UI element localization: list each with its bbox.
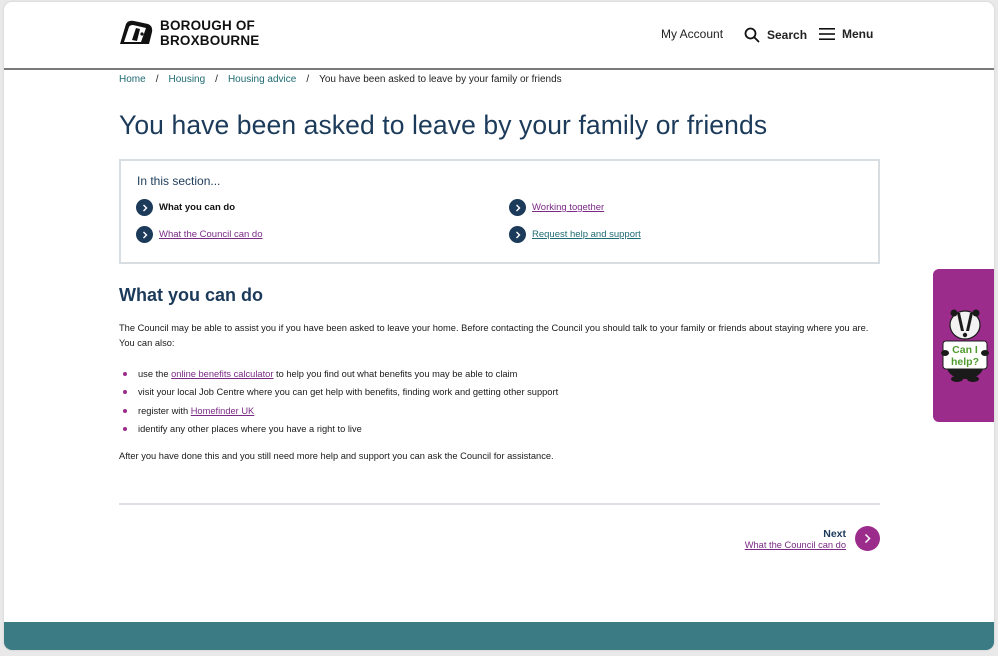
- breadcrumb-separator: /: [306, 74, 310, 85]
- chevron-right-icon: [136, 199, 153, 216]
- chevron-right-icon: [509, 199, 526, 216]
- section-item-request-help[interactable]: [509, 226, 641, 243]
- site-footer-bar: [4, 622, 994, 650]
- section-item-what-you-can-do[interactable]: [136, 199, 235, 216]
- section-item-label: Working together: [532, 202, 605, 213]
- my-account-link[interactable]: [661, 27, 723, 41]
- chevron-right-icon: [136, 226, 153, 243]
- logo-line-1: BOROUGH OF: [160, 18, 255, 33]
- list-item-text: use the: [138, 369, 172, 379]
- list-item: [119, 402, 558, 420]
- search-icon: [744, 27, 760, 43]
- section-item-what-the-council-can-do[interactable]: [136, 226, 263, 243]
- breadcrumb-current: You have been asked to leave by your family or friends: [319, 74, 562, 85]
- in-this-section-heading: In this section...: [137, 174, 221, 188]
- chevron-right-icon: [509, 226, 526, 243]
- closing-paragraph: After you have done this and you still need more help and support you can ask the Council for assistance.: [119, 451, 554, 461]
- page-title: You have been asked to leave by your family or friends: [119, 110, 768, 140]
- list-item-text: register with: [138, 405, 191, 416]
- search-label: Search: [767, 28, 808, 42]
- homefinder-uk-link[interactable]: Homefinder UK: [190, 405, 255, 416]
- section-item-working-together[interactable]: [509, 199, 604, 216]
- help-widget-line-1: Can I: [952, 344, 978, 356]
- content-heading: What you can do: [119, 285, 263, 305]
- list-item: [119, 383, 558, 401]
- list-item-text: identify any other places where you have a right to live: [138, 423, 362, 434]
- help-widget-line-2: help?: [951, 356, 979, 368]
- breadcrumb-housing-advice[interactable]: Housing advice: [227, 74, 297, 85]
- next-page-title: What the Council can do: [744, 539, 846, 550]
- online-benefits-calculator-link[interactable]: online benefits calculator: [171, 369, 274, 379]
- site-header: [4, 2, 994, 70]
- section-item-label: What you can do: [159, 202, 235, 213]
- breadcrumb-separator: /: [215, 74, 218, 85]
- breadcrumb-home[interactable]: Home: [119, 74, 146, 85]
- chevron-right-icon: [855, 526, 880, 551]
- council-logo[interactable]: [118, 18, 260, 48]
- menu-button[interactable]: [819, 27, 873, 41]
- menu-label: Menu: [842, 27, 874, 41]
- section-item-label: Request help and support: [532, 229, 641, 240]
- section-item-label: What the Council can do: [159, 229, 263, 240]
- intro-paragraph: The Council may be able to assist you if you have been asked to leave your home. Before contacting the Council you should talk to your family or friends about staying where you are. You can also:: [119, 323, 869, 348]
- breadcrumb-separator: /: [155, 74, 159, 85]
- list-item-text: visit your local Job Centre where you can get help with benefits, finding work and getting other support: [138, 387, 559, 398]
- badger-mascot-icon: [933, 269, 994, 422]
- next-page-link[interactable]: [745, 526, 880, 551]
- next-label: Next: [823, 527, 846, 540]
- advice-list: [119, 365, 558, 438]
- logo-line-2: BROXBOURNE: [160, 33, 260, 48]
- browser-page: [4, 2, 994, 650]
- breadcrumb-housing[interactable]: Housing: [168, 74, 206, 85]
- my-account-label: My Account: [661, 27, 724, 41]
- list-item: [119, 365, 558, 383]
- content-divider: [119, 503, 880, 505]
- list-item: [119, 420, 558, 438]
- search-button[interactable]: [744, 27, 807, 43]
- can-i-help-widget[interactable]: [933, 269, 994, 422]
- list-item-text: to help you find out what benefits you may be able to claim: [273, 369, 518, 379]
- breadcrumb: [119, 74, 562, 85]
- badger-logo-icon: [118, 18, 154, 48]
- in-this-section-box: [119, 159, 880, 264]
- hamburger-menu-icon: [819, 27, 835, 41]
